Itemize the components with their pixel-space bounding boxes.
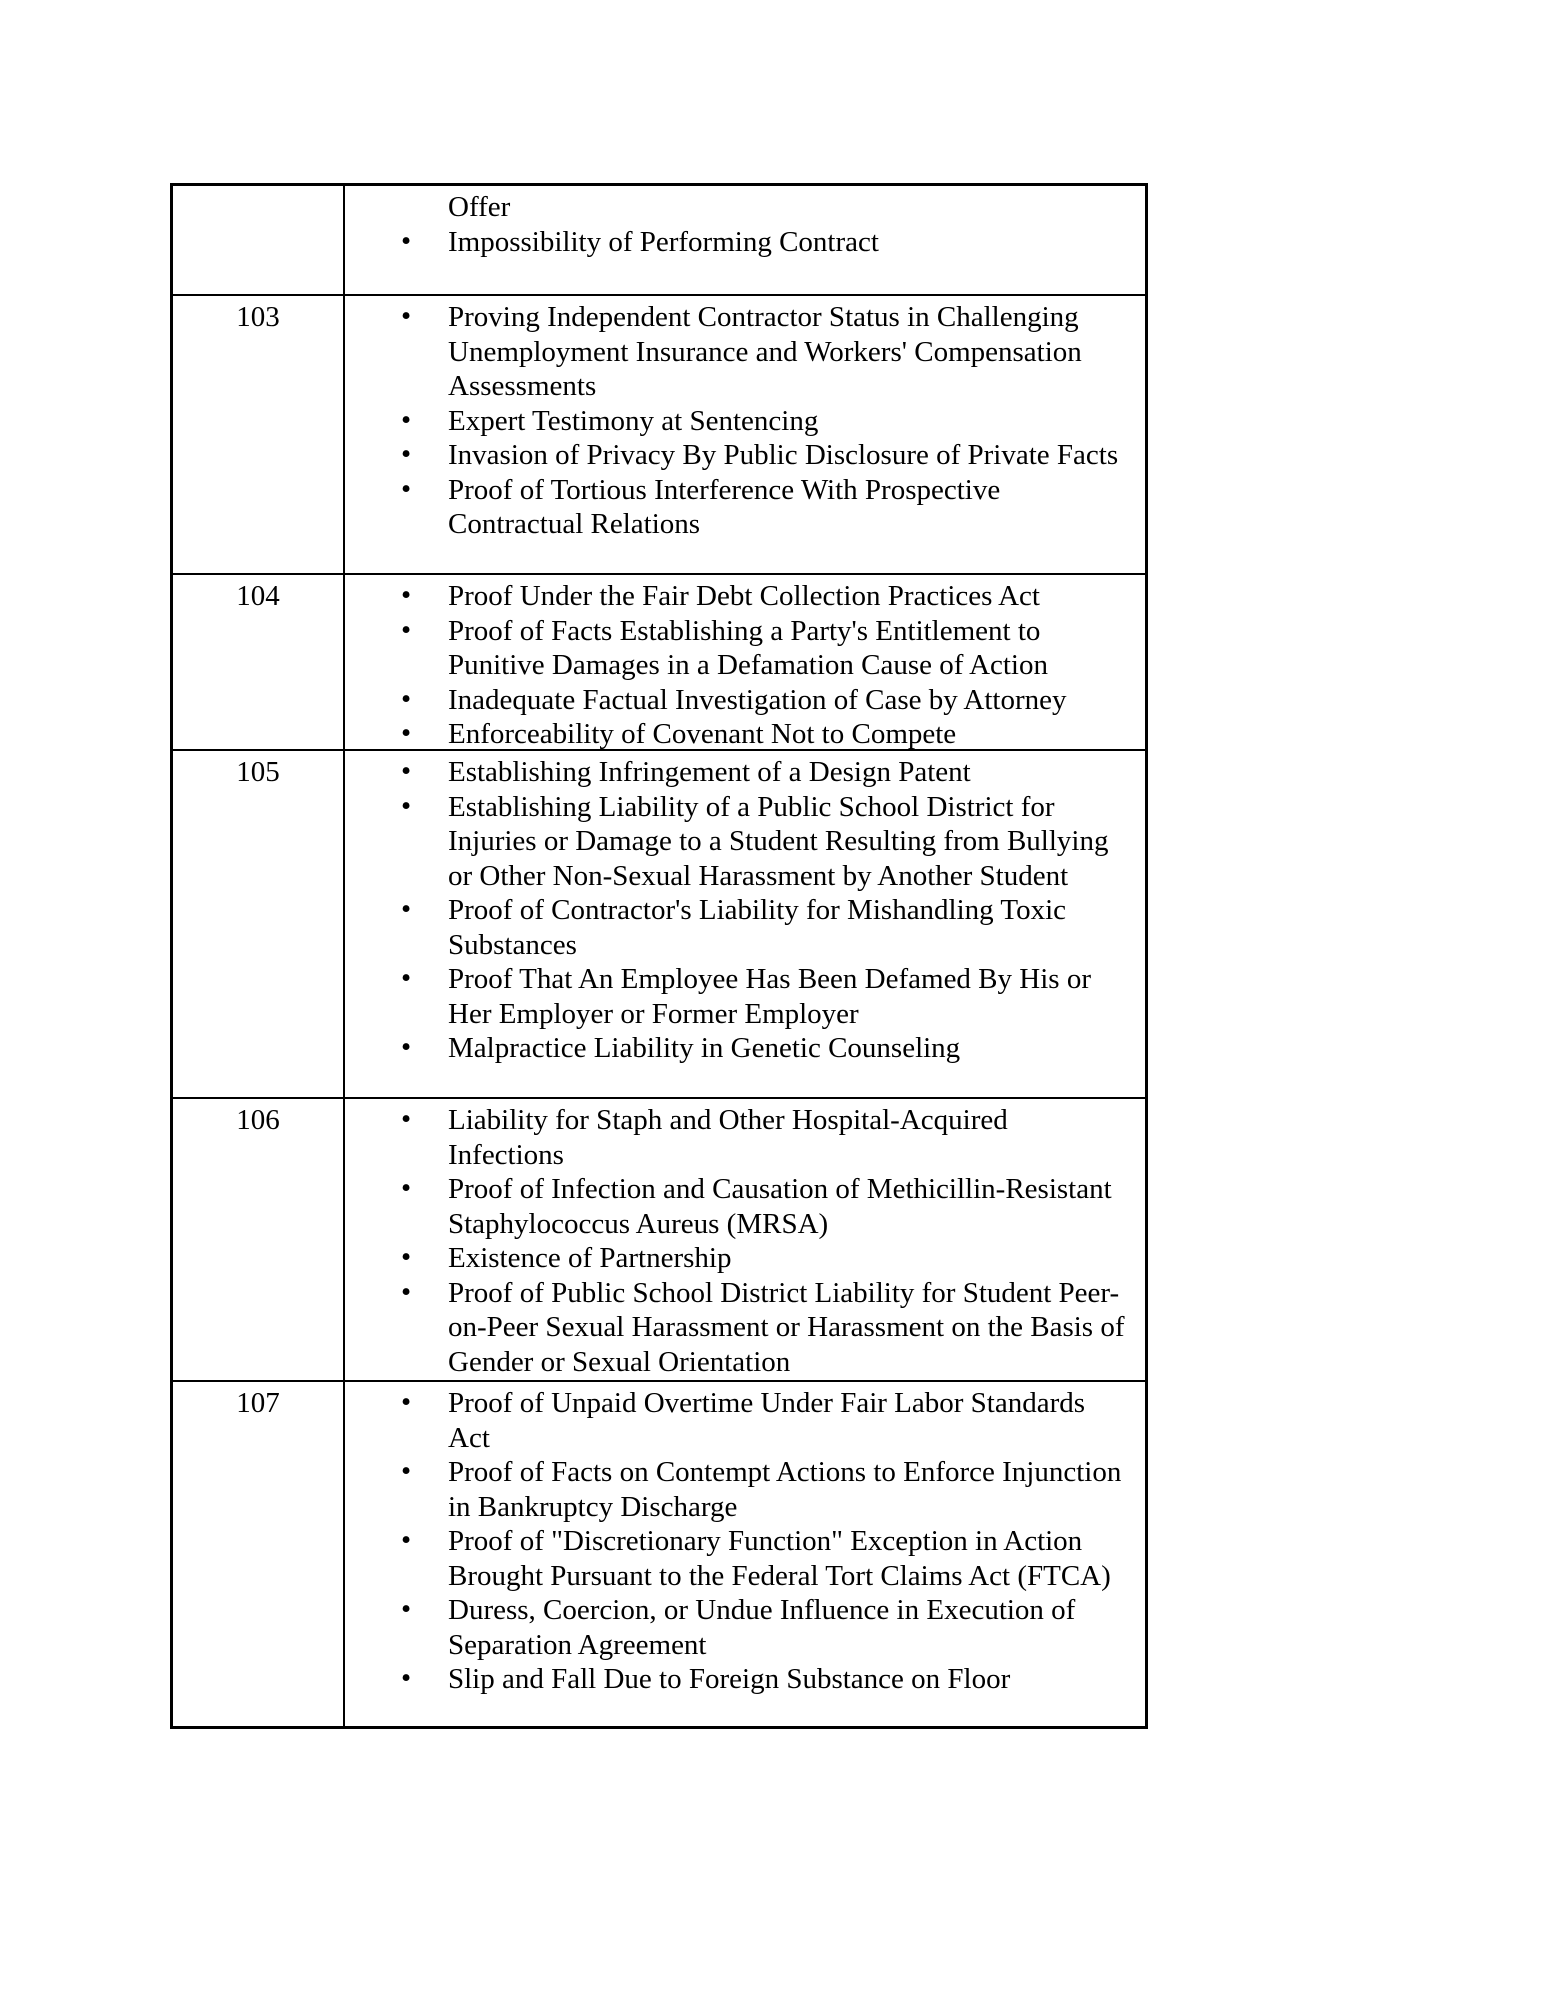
bullet-icon: • [401,403,412,436]
topic-item [345,755,1125,790]
topic-item [345,579,1125,614]
topic-item [345,1031,1125,1066]
topic-item [345,614,1125,683]
topic-item [345,1662,1125,1697]
bullet-icon: • [401,682,412,715]
row-number-cell [173,1382,345,1726]
legal-topics-table [170,183,1148,1729]
bullet-icon: • [401,1662,412,1694]
topic-list [345,190,1125,259]
row-number-cell [173,186,345,294]
bullet-icon: • [401,1593,412,1625]
topic-item [345,683,1125,718]
topic-item [345,473,1125,542]
row-number: 103 [236,301,280,333]
topic-text: Liability for Staph and Other Hospital-Acquired Infections [448,1104,1008,1171]
topics-cell [345,1099,1145,1380]
topic-text: Proof of "Discretionary Function" Exception in Action Brought Pursuant to the Federal Tort Claims Act (FTCA) [448,1525,1111,1592]
row-number-cell [173,751,345,1097]
bullet-icon: • [401,1455,412,1487]
topic-text: Offer [448,191,511,223]
topics-cell [345,1382,1145,1726]
bullet-icon: • [401,613,412,646]
topic-item [345,962,1125,1031]
row-number-cell [173,296,345,573]
topic-text: Proof That An Employee Has Been Defamed By His or Her Employer or Former Employer [448,963,1091,1030]
topics-cell [345,751,1145,1097]
bullet-icon: • [401,1275,412,1308]
topic-list [345,1103,1125,1379]
topic-item [345,404,1125,439]
bullet-icon: • [401,1241,412,1273]
bullet-icon: • [401,224,412,257]
topic-item [345,1524,1125,1593]
topic-item [345,1593,1125,1662]
bullet-icon: • [401,755,412,787]
topic-text: Existence of Partnership [448,1242,732,1274]
table-row [173,575,1145,751]
bullet-icon: • [401,1172,412,1204]
topic-text: Proof of Facts Establishing a Party's Entitlement to Punitive Damages in a Defamation Cause of Action [448,614,1048,681]
topic-text: Slip and Fall Due to Foreign Substance on Floor [448,1663,1011,1695]
topic-item [345,225,1125,260]
topic-item [345,1172,1125,1241]
topic-text: Proof Under the Fair Debt Collection Practices Act [448,580,1040,612]
topic-item [345,300,1125,404]
row-number: 104 [236,580,280,612]
topics-cell [345,575,1145,749]
bullet-icon: • [401,300,412,332]
topics-cell [345,296,1145,573]
bullet-icon: • [401,1103,412,1135]
topic-list [345,579,1125,752]
topic-item [345,1241,1125,1276]
topic-text: Proof of Infection and Causation of Methicillin-Resistant Staphylococcus Aureus (MRSA) [448,1173,1112,1240]
topic-text: Enforceability of Covenant Not to Compete [448,718,957,750]
bullet-icon: • [401,579,412,611]
bullet-icon: • [401,717,412,749]
topic-text: Proof of Public School District Liability for Student Peer-on-Peer Sexual Harassment or Harassment on the Basis of Gender or Sexual Orientation [448,1276,1125,1378]
topic-item [345,1276,1125,1380]
row-number-cell [173,575,345,749]
topic-text: Expert Testimony at Sentencing [448,404,819,437]
topic-text: Establishing Infringement of a Design Patent [448,756,971,788]
bullet-icon: • [401,438,412,470]
table-row [173,296,1145,575]
topic-item [345,1386,1125,1455]
topic-item [345,1103,1125,1172]
topic-text: Proof of Facts on Contempt Actions to Enforce Injunction in Bankruptcy Discharge [448,1456,1122,1523]
topic-item [345,893,1125,962]
row-number-cell [173,1099,345,1380]
topic-text: Establishing Liability of a Public School District for Injuries or Damage to a Student Resulting from Bullying or Other Non-Sexual Harassment by Another Student [448,790,1109,892]
table-row [173,186,1145,296]
row-number: 105 [236,756,280,788]
topic-item [345,790,1125,894]
topic-text: Proof of Contractor's Liability for Mishandling Toxic Substances [448,894,1067,961]
topic-text: Impossibility of Performing Contract [448,225,879,258]
bullet-icon: • [401,962,412,994]
bullet-icon: • [401,1524,412,1556]
topic-text: Duress, Coercion, or Undue Influence in Execution of Separation Agreement [448,1594,1076,1661]
topic-list [345,1386,1125,1697]
row-number: 106 [236,1104,280,1136]
bullet-icon: • [401,789,412,822]
topic-item [345,717,1125,752]
topics-cell [345,186,1145,294]
topic-item [345,190,1125,225]
topic-text: Proof of Tortious Interference With Prospective Contractual Relations [448,473,1001,540]
topic-list [345,755,1125,1066]
topic-item [345,438,1125,473]
bullet-icon: • [401,472,412,505]
bullet-icon: • [401,1031,412,1063]
topic-item [345,1455,1125,1524]
topic-text: Malpractice Liability in Genetic Counseling [448,1032,961,1064]
bullet-icon: • [401,893,412,925]
topic-text: Proof of Unpaid Overtime Under Fair Labor Standards Act [448,1387,1086,1454]
bullet-icon: • [401,1386,412,1418]
topic-list [345,300,1125,542]
table-row [173,1382,1145,1726]
table-row [173,1099,1145,1382]
topic-text: Proving Independent Contractor Status in Challenging Unemployment Insurance and Workers' Compensation Assessments [448,301,1082,402]
topic-text: Invasion of Privacy By Public Disclosure of Private Facts [448,439,1119,471]
topic-text: Inadequate Factual Investigation of Case by Attorney [448,683,1067,716]
table-row [173,751,1145,1099]
row-number: 107 [236,1387,280,1419]
